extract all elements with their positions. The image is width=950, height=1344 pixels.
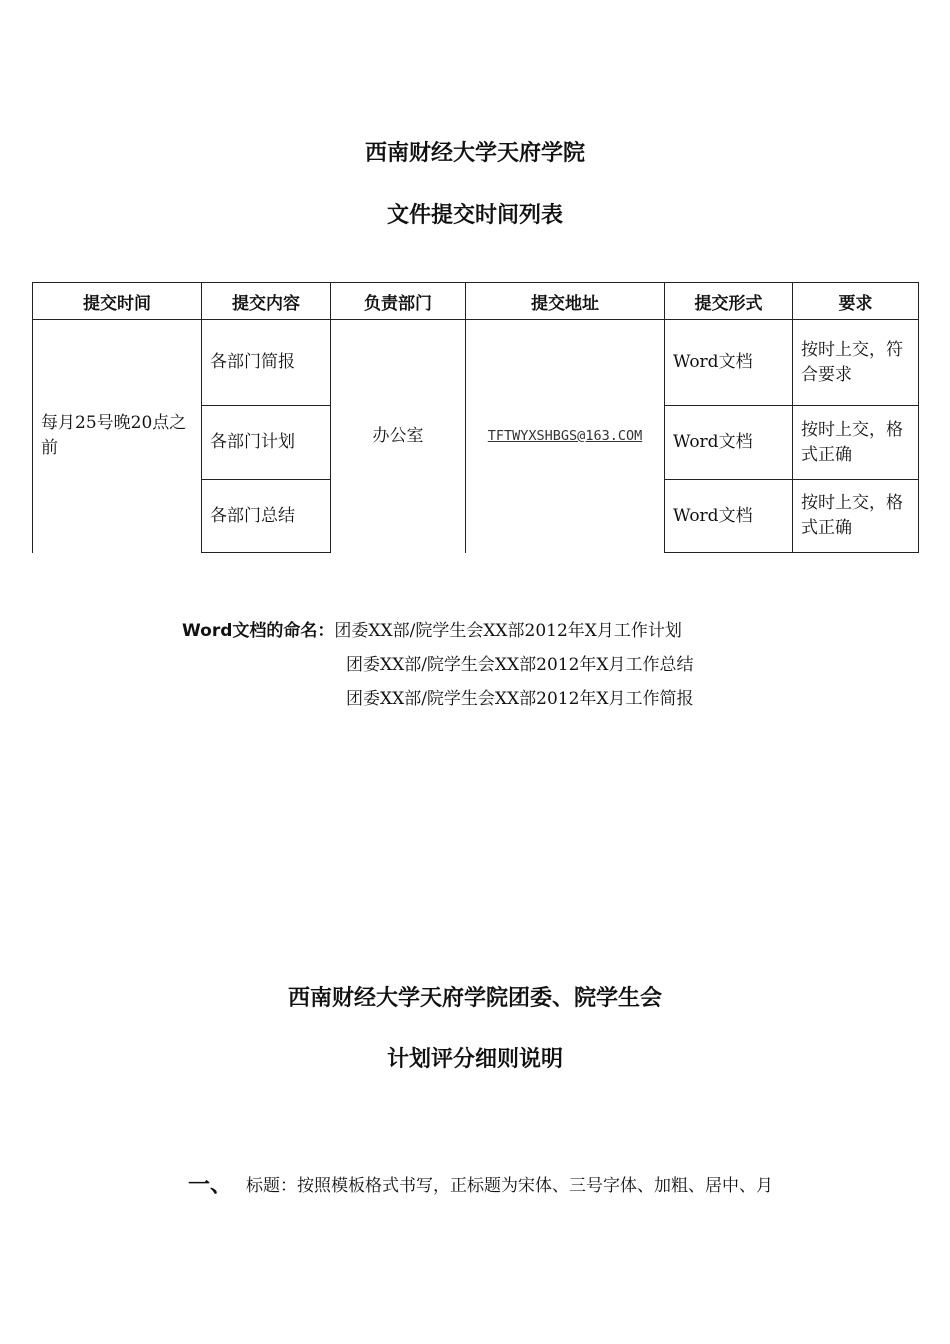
content-cell: 各部门计划 xyxy=(202,406,331,480)
page-title: 西南财经大学天府学院 xyxy=(364,141,585,166)
requirement-cell: 按时上交，符合要求 xyxy=(793,320,919,406)
submission-schedule-table xyxy=(32,282,919,553)
header-cell-format: 提交形式 xyxy=(665,283,793,320)
page-subtitle: 文件提交时间列表 xyxy=(386,203,563,228)
format-cell: Word文档 xyxy=(665,480,793,553)
table-header-row xyxy=(33,283,919,320)
naming-example: 团委XX部/院学生会XX部2012年X月工作简报 xyxy=(346,689,694,709)
email-link[interactable]: TFTWYXSHBGS@163.COM xyxy=(466,320,665,553)
naming-rule-line xyxy=(182,616,682,641)
item-number: 一、 xyxy=(188,1173,233,1198)
section-subtitle: 计划评分细则说明 xyxy=(386,1047,563,1072)
header-cell-department: 负责部门 xyxy=(331,283,466,320)
naming-example: 团委XX部/院学生会XX部2012年X月工作计划 xyxy=(334,621,682,641)
section-title: 西南财经大学天府学院团委、院学生会 xyxy=(287,986,662,1011)
item-text: 标题：按照模板格式书写，正标题为宋体、三号字体、加粗、居中、月 xyxy=(246,1176,773,1196)
header-cell-address: 提交地址 xyxy=(466,283,665,320)
naming-rule-label: Word文档的命名： xyxy=(182,621,335,641)
submission-time-cell: 每月25号晚20点之前 xyxy=(33,320,202,553)
content-cell: 各部门总结 xyxy=(202,480,331,553)
table-row xyxy=(33,320,919,406)
header-cell-time: 提交时间 xyxy=(33,283,202,320)
department-cell: 办公室 xyxy=(331,320,466,553)
header-cell-requirement: 要求 xyxy=(793,283,919,320)
format-cell: Word文档 xyxy=(665,406,793,480)
requirement-cell: 按时上交，格式正确 xyxy=(793,480,919,553)
content-cell: 各部门简报 xyxy=(202,320,331,406)
header-cell-content: 提交内容 xyxy=(202,283,331,320)
requirement-cell: 按时上交，格式正确 xyxy=(793,406,919,480)
naming-example: 团委XX部/院学生会XX部2012年X月工作总结 xyxy=(346,655,694,675)
format-cell: Word文档 xyxy=(665,320,793,406)
